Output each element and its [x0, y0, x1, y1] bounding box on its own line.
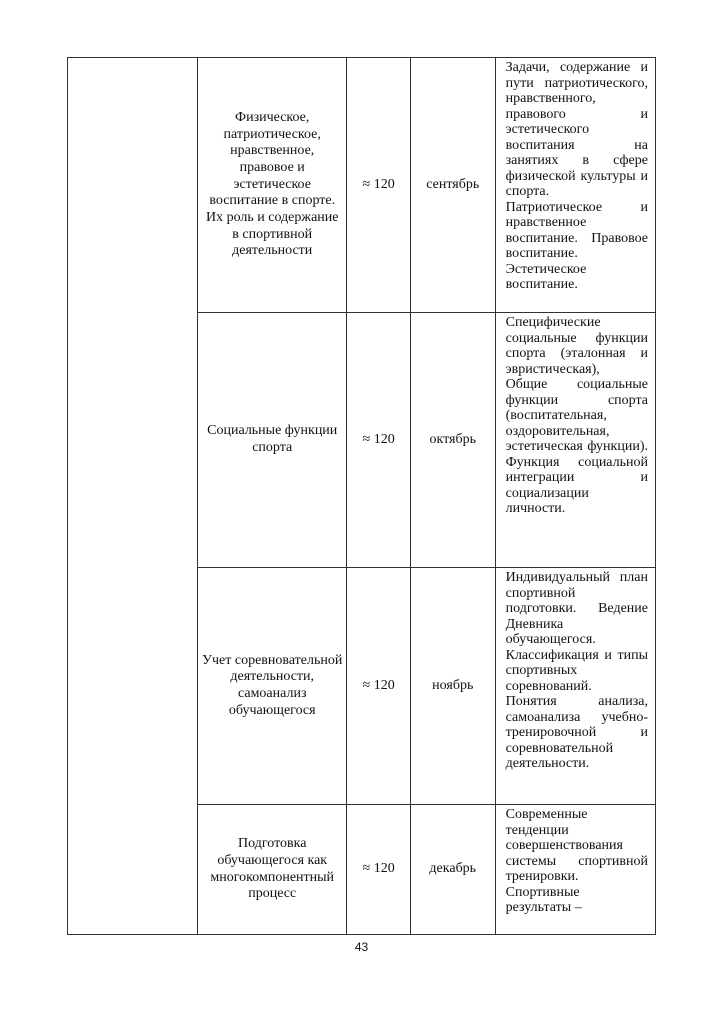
month-cell: октябрь [410, 313, 495, 568]
table-row [68, 58, 656, 313]
content-paragraph: Классификация и типы спортивных соревнований. [505, 647, 648, 694]
month-cell: ноябрь [410, 568, 495, 805]
page-number: 43 [354, 940, 369, 954]
hours-cell: ≈ 120 [347, 805, 411, 935]
content-cell [495, 568, 655, 805]
month-cell: декабрь [410, 805, 495, 935]
training-plan-table [67, 57, 656, 935]
topic-cell: Социальные функции спорта [198, 313, 347, 568]
section-cell [68, 58, 198, 935]
topic-cell: Подготовка обучающегося как многокомпонентный процесс [198, 805, 347, 935]
content-cell [495, 313, 655, 568]
content-paragraph: Индивидуальный план спортивной подготовки. Ведение Дневника обучающегося. [505, 570, 648, 647]
hours-cell: ≈ 120 [347, 58, 411, 313]
content-paragraph: Понятия анализа, самоанализа учебно-тренировочной и соревновательной деятельности. [505, 694, 648, 771]
hours-cell: ≈ 120 [347, 568, 411, 805]
content-paragraph: Задачи, содержание и пути патриотического, нравственного, правового и эстетического воспитания на занятиях в сфере физической культуры и спорта. Патриотическое и нравственное воспитание. Правовое воспитание. Эстетическое воспитание. [505, 60, 648, 292]
content-paragraph: Специфические социальные функции спорта (эталонная и эвристическая), [505, 315, 648, 377]
content-paragraph: Спортивные результаты – [505, 884, 582, 915]
content-paragraph: Современные тенденции совершенствования системы спортивной тренировки. [505, 807, 648, 884]
topic-cell: Физическое, патриотическое, нравственное, правовое и эстетическое воспитание в спорте. Их роль и содержание в спортивной деятельности [198, 58, 347, 313]
content-paragraph: Общие социальные функции спорта (воспитательная, оздоровительная, эстетическая функции). Функция социальной интеграции и социализации личности. [505, 377, 648, 516]
content-cell [495, 805, 655, 935]
hours-cell: ≈ 120 [347, 313, 411, 568]
month-cell: сентябрь [410, 58, 495, 313]
content-cell [495, 58, 655, 313]
topic-cell: Учет соревновательной деятельности, самоанализ обучающегося [198, 568, 347, 805]
